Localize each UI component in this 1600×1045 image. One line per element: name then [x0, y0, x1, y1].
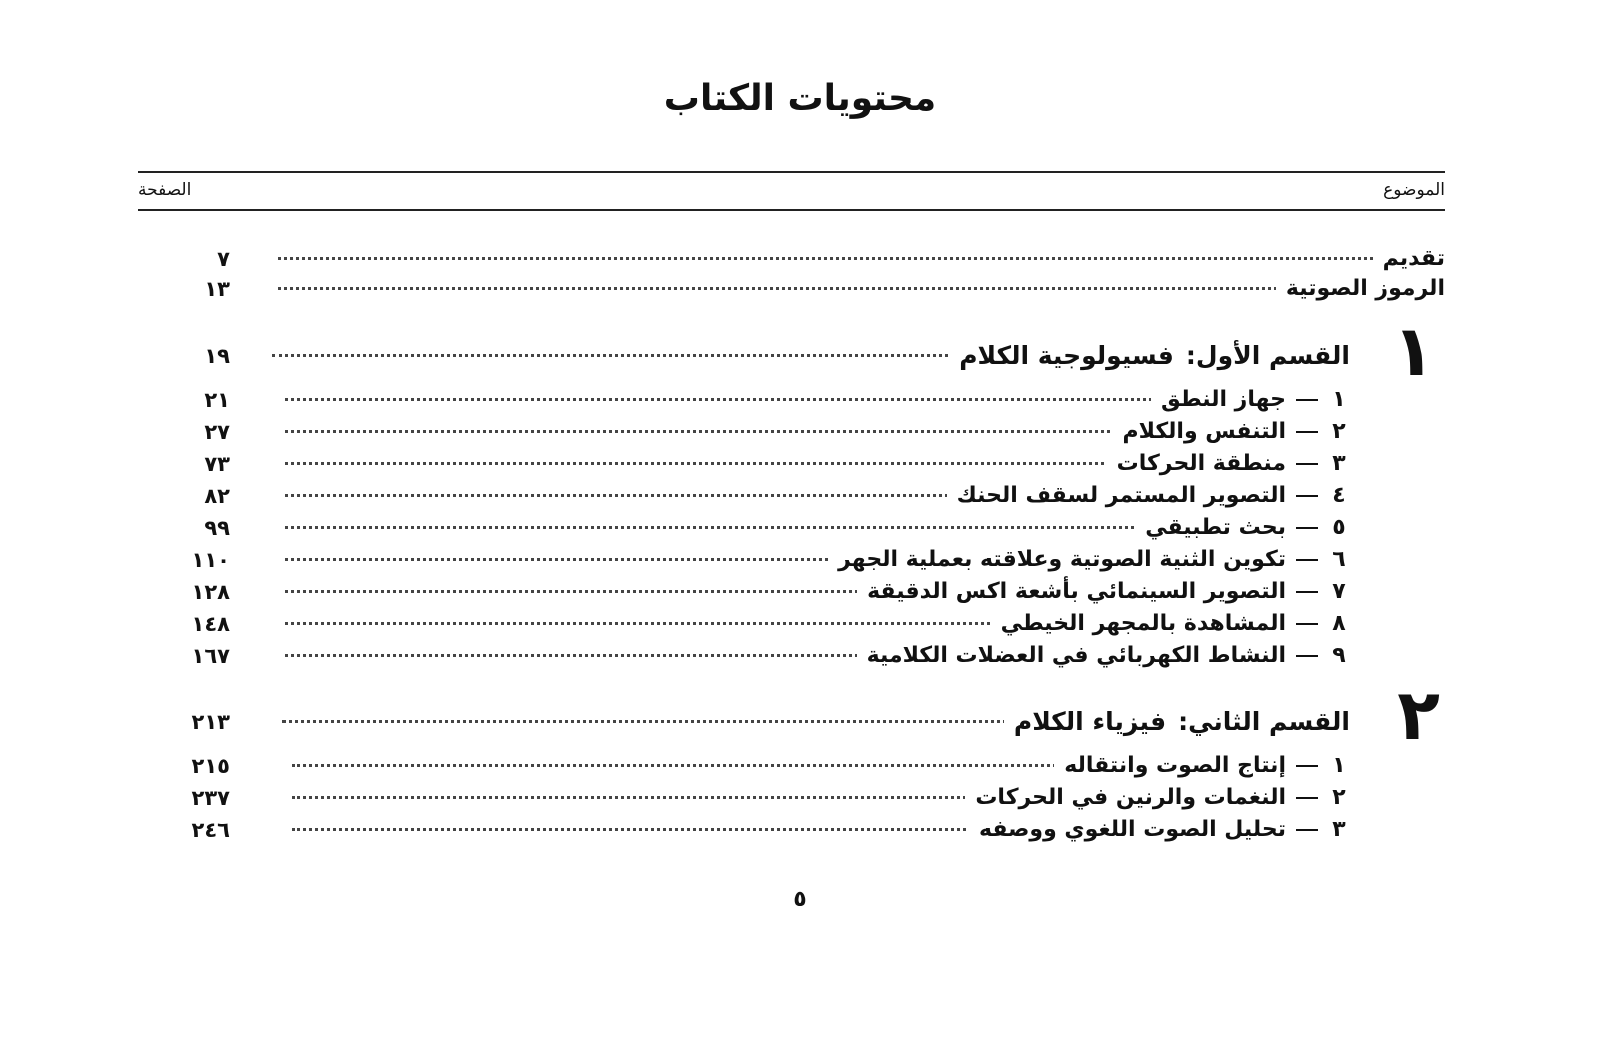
toc-entry: [0, 782, 1600, 814]
toc-entry-label: [1135, 512, 1350, 544]
toc-section-label: القسم الأول:فسيولوجية الكلام: [949, 340, 1350, 372]
page-title: محتويات الكتاب: [663, 78, 937, 119]
toc-entry-label: [965, 782, 1350, 814]
toc-entry-label: [1113, 416, 1350, 448]
toc-entry-label: [947, 480, 1350, 512]
toc-page-number: ١٢٨: [191, 580, 230, 604]
chapter-number: ٣: [1332, 817, 1346, 842]
toc-entry: [0, 544, 1600, 576]
chapter-title: التصوير السينمائي بأشعة اكس الدقيقة: [867, 579, 1286, 604]
part-number: ٢: [1397, 674, 1440, 756]
chapter-number: ٧: [1332, 579, 1346, 604]
toc-entry-label: [991, 608, 1350, 640]
chapter-title: تكوين الثنية الصوتية وعلاقته بعملية الجهر: [838, 547, 1286, 572]
chapter-number: ٩: [1332, 643, 1346, 668]
toc-page-number: ٨٢: [204, 484, 230, 508]
toc-entry-label: [1151, 384, 1350, 416]
toc-entry: [0, 416, 1600, 448]
toc-page-number: ٢٧: [204, 420, 230, 444]
toc-page-number: ١٤٨: [191, 612, 230, 636]
chapter-number: ٨: [1332, 611, 1346, 636]
chapter-title: النغمات والرنين في الحركات: [975, 785, 1286, 810]
toc-page-number: ٢١: [204, 388, 230, 412]
toc-page-number: ١١٠: [191, 548, 230, 572]
toc-entry-preface: [0, 243, 1600, 275]
chapter-title: المشاهدة بالمجهر الخيطي: [1000, 611, 1286, 636]
toc-entry-label: [857, 640, 1350, 672]
toc-page-number: ١٣: [204, 277, 230, 301]
toc-page-number: ٢١٣: [191, 710, 230, 734]
toc-page-number: ٢٣٧: [191, 786, 230, 810]
toc-page-number: ١٩: [204, 344, 230, 368]
page-number-footer: ٥: [793, 887, 807, 912]
toc-entry-label: [1107, 448, 1350, 480]
part-number: ١: [1392, 310, 1435, 392]
toc-page-number: ٢١٥: [191, 754, 230, 778]
toc-page-number: ٢٤٦: [191, 818, 230, 842]
toc-entry: [0, 814, 1600, 846]
chapter-number: ٢: [1332, 419, 1346, 444]
chapter-title: النشاط الكهربائي في العضلات الكلامية: [866, 643, 1286, 668]
toc-entry: [0, 384, 1600, 416]
toc-entry-phonetic-symbols: [0, 273, 1600, 305]
chapter-number: ١: [1332, 753, 1346, 778]
chapter-number: ٦: [1332, 547, 1346, 572]
chapter-title: بحث تطبيقي: [1145, 515, 1286, 540]
toc-page-number: ٧: [217, 247, 230, 271]
toc-entry-label: الرموز الصوتية: [1276, 273, 1445, 305]
column-header: [138, 171, 1445, 211]
toc-section-heading: [0, 706, 1600, 738]
chapter-number: ٣: [1332, 451, 1346, 476]
chapter-number: ٤: [1332, 483, 1346, 508]
chapter-title: إنتاج الصوت وانتقاله: [1064, 753, 1286, 778]
chapter-title: منطقة الحركات: [1116, 451, 1286, 476]
chapter-title: جهاز النطق: [1160, 387, 1286, 412]
section-subject: فيزياء الكلام: [1013, 707, 1167, 736]
toc-entry: [0, 512, 1600, 544]
section-name: القسم الأول: [1195, 341, 1350, 370]
toc-section-heading: [0, 340, 1600, 372]
chapter-number: ٥: [1332, 515, 1346, 540]
chapter-title: تحليل الصوت اللغوي ووصفه: [978, 817, 1286, 842]
toc-entry: [0, 480, 1600, 512]
topic-column-header: الموضوع: [1383, 180, 1445, 200]
toc-entry: [0, 448, 1600, 480]
section-name: القسم الثاني: [1188, 707, 1350, 736]
toc-page-number: ٧٣: [204, 452, 230, 476]
toc-entry: [0, 576, 1600, 608]
chapter-number: ١: [1332, 387, 1346, 412]
toc-entry-label: [828, 544, 1350, 576]
toc-entry: [0, 750, 1600, 782]
toc-page-number: ٩٩: [204, 516, 230, 540]
chapter-title: التصوير المستمر لسقف الحنك: [956, 483, 1286, 508]
toc-entry-label: [969, 814, 1350, 846]
chapter-number: ٢: [1332, 785, 1346, 810]
toc-page-number: ١٦٧: [191, 644, 230, 668]
toc-entry-label: تقديم: [1373, 243, 1445, 275]
toc-entry: [0, 608, 1600, 640]
toc-entry-label: [1054, 750, 1350, 782]
toc-entry: [0, 640, 1600, 672]
toc-entry-label: [857, 576, 1350, 608]
toc-section-label: القسم الثاني:فيزياء الكلام: [1004, 706, 1350, 738]
section-subject: فسيولوجية الكلام: [959, 341, 1174, 370]
page-column-header: الصفحة: [138, 180, 192, 200]
chapter-title: التنفس والكلام: [1122, 419, 1286, 444]
